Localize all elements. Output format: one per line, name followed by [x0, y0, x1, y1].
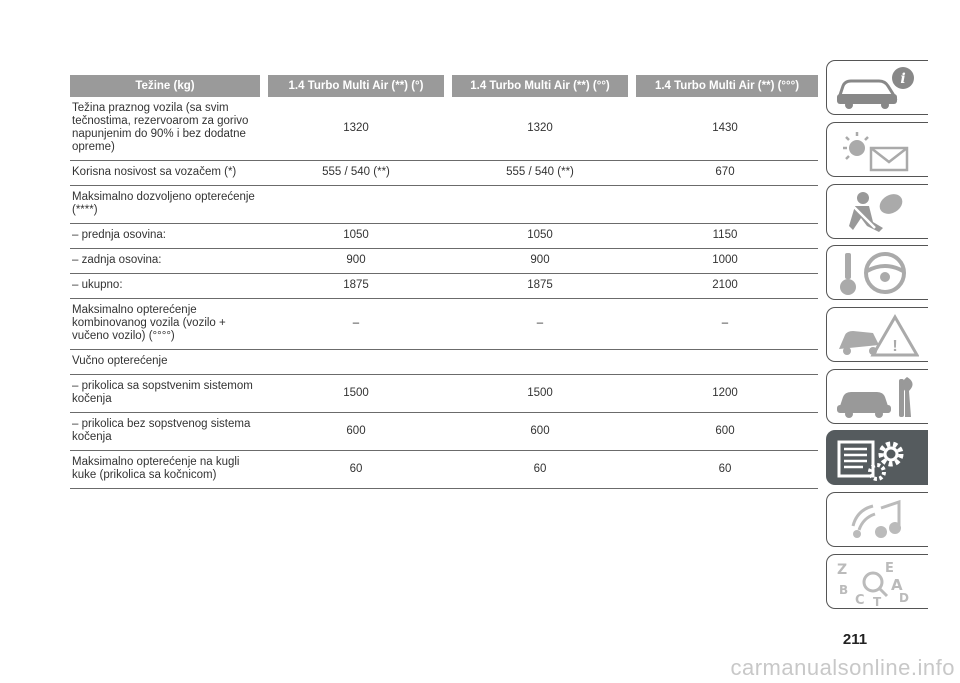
cell-value: –: [632, 299, 818, 350]
column-header-engine-2: 1.4 Turbo Multi Air (**) (°°): [448, 75, 632, 97]
table-row: [70, 249, 818, 274]
key-steering-wheel-icon: [833, 249, 919, 297]
svg-text:E: E: [885, 561, 894, 576]
table-row: [70, 375, 818, 413]
table-row: [70, 161, 818, 186]
cell-value: 555 / 540 (**): [448, 161, 632, 186]
nav-tab-car-info[interactable]: [826, 60, 928, 115]
nav-tab-safety[interactable]: [826, 184, 928, 239]
cell-value: 1875: [448, 274, 632, 299]
cell-value: 1320: [264, 97, 448, 161]
cell-value: 600: [264, 413, 448, 451]
cell-value: 600: [632, 413, 818, 451]
warning-light-message-icon: [833, 126, 919, 174]
nav-tab-multimedia[interactable]: [826, 492, 928, 547]
row-label: – prikolica sa sopstvenim sistemom kočenja: [70, 375, 264, 413]
cell-value: 900: [264, 249, 448, 274]
cell-value: 670: [632, 161, 818, 186]
table-row: [70, 413, 818, 451]
nav-tab-emergency[interactable]: [826, 307, 928, 362]
cell-value: 2100: [632, 274, 818, 299]
cell-value: 60: [448, 451, 632, 489]
cell-value: 1050: [264, 224, 448, 249]
cell-value: 60: [264, 451, 448, 489]
cell-value: [448, 350, 632, 375]
table-row: [70, 274, 818, 299]
row-label: – ukupno:: [70, 274, 264, 299]
svg-text:Z: Z: [837, 562, 848, 578]
cell-value: 1000: [632, 249, 818, 274]
row-label: – zadnja osovina:: [70, 249, 264, 274]
nav-tab-technical-data[interactable]: [826, 430, 928, 485]
column-header-weights: Težine (kg): [70, 75, 264, 97]
svg-text:T: T: [873, 595, 882, 606]
nav-tab-warning-lights[interactable]: [826, 122, 928, 177]
technical-data-gear-icon: [833, 434, 919, 482]
watermark: carmanualsonline.info: [730, 655, 955, 680]
cell-value: 1430: [632, 97, 818, 161]
cell-value: [264, 186, 448, 224]
table-row: [70, 186, 818, 224]
cell-value: 900: [448, 249, 632, 274]
nav-tab-index[interactable]: [826, 554, 928, 609]
row-label: Težina praznog vozila (sa svim tečnostima, rezervoarom za gorivo napunjenim do 90% i bez dodatne opreme): [70, 97, 264, 161]
table-row: [70, 451, 818, 489]
column-header-engine-3: 1.4 Turbo Multi Air (**) (°°°): [632, 75, 818, 97]
car-info-icon: [833, 64, 919, 112]
cell-value: 1500: [448, 375, 632, 413]
cell-value: [632, 350, 818, 375]
multimedia-music-icon: [833, 496, 919, 544]
cell-value: [264, 350, 448, 375]
table-row: [70, 350, 818, 375]
table-row: [70, 97, 818, 161]
svg-text:!: !: [892, 338, 898, 355]
table-row: [70, 224, 818, 249]
row-label: Maksimalno opterećenje kombinovanog vozila (vozilo + vučeno vozilo) (°°°°): [70, 299, 264, 350]
column-header-engine-1: 1.4 Turbo Multi Air (**) (°): [264, 75, 448, 97]
row-label: – prikolica bez sopstvenog sistema kočenja: [70, 413, 264, 451]
table-row: [70, 299, 818, 350]
nav-tab-maintenance[interactable]: [826, 369, 928, 424]
cell-value: 1875: [264, 274, 448, 299]
svg-text:B: B: [839, 583, 849, 597]
cell-value: 1500: [264, 375, 448, 413]
cell-value: –: [448, 299, 632, 350]
page-number: 211: [842, 631, 868, 648]
table-header-row: [70, 75, 818, 97]
row-label: Vučno opterećenje: [70, 350, 264, 375]
cell-value: 1150: [632, 224, 818, 249]
car-crash-warning-icon: [833, 311, 919, 359]
row-label: – prednja osovina:: [70, 224, 264, 249]
seatbelt-airbag-icon: [833, 188, 919, 236]
cell-value: 600: [448, 413, 632, 451]
cell-value: [632, 186, 818, 224]
cell-value: 1200: [632, 375, 818, 413]
car-maintenance-tools-icon: [833, 373, 919, 421]
row-label: Maksimalno opterećenje na kugli kuke (prikolica sa kočnicom): [70, 451, 264, 489]
svg-text:C: C: [855, 593, 865, 606]
cell-value: 1050: [448, 224, 632, 249]
svg-text:A: A: [891, 576, 903, 594]
cell-value: [448, 186, 632, 224]
svg-text:D: D: [899, 591, 909, 605]
cell-value: 555 / 540 (**): [264, 161, 448, 186]
cell-value: 1320: [448, 97, 632, 161]
row-label: Maksimalno dozvoljeno opterećenje (****): [70, 186, 264, 224]
alphabetical-index-icon: [833, 558, 919, 606]
svg-text:i: i: [900, 71, 906, 87]
weights-table: [70, 75, 818, 489]
cell-value: –: [264, 299, 448, 350]
cell-value: 60: [632, 451, 818, 489]
row-label: Korisna nosivost sa vozačem (*): [70, 161, 264, 186]
nav-tab-starting-driving[interactable]: [826, 245, 928, 300]
